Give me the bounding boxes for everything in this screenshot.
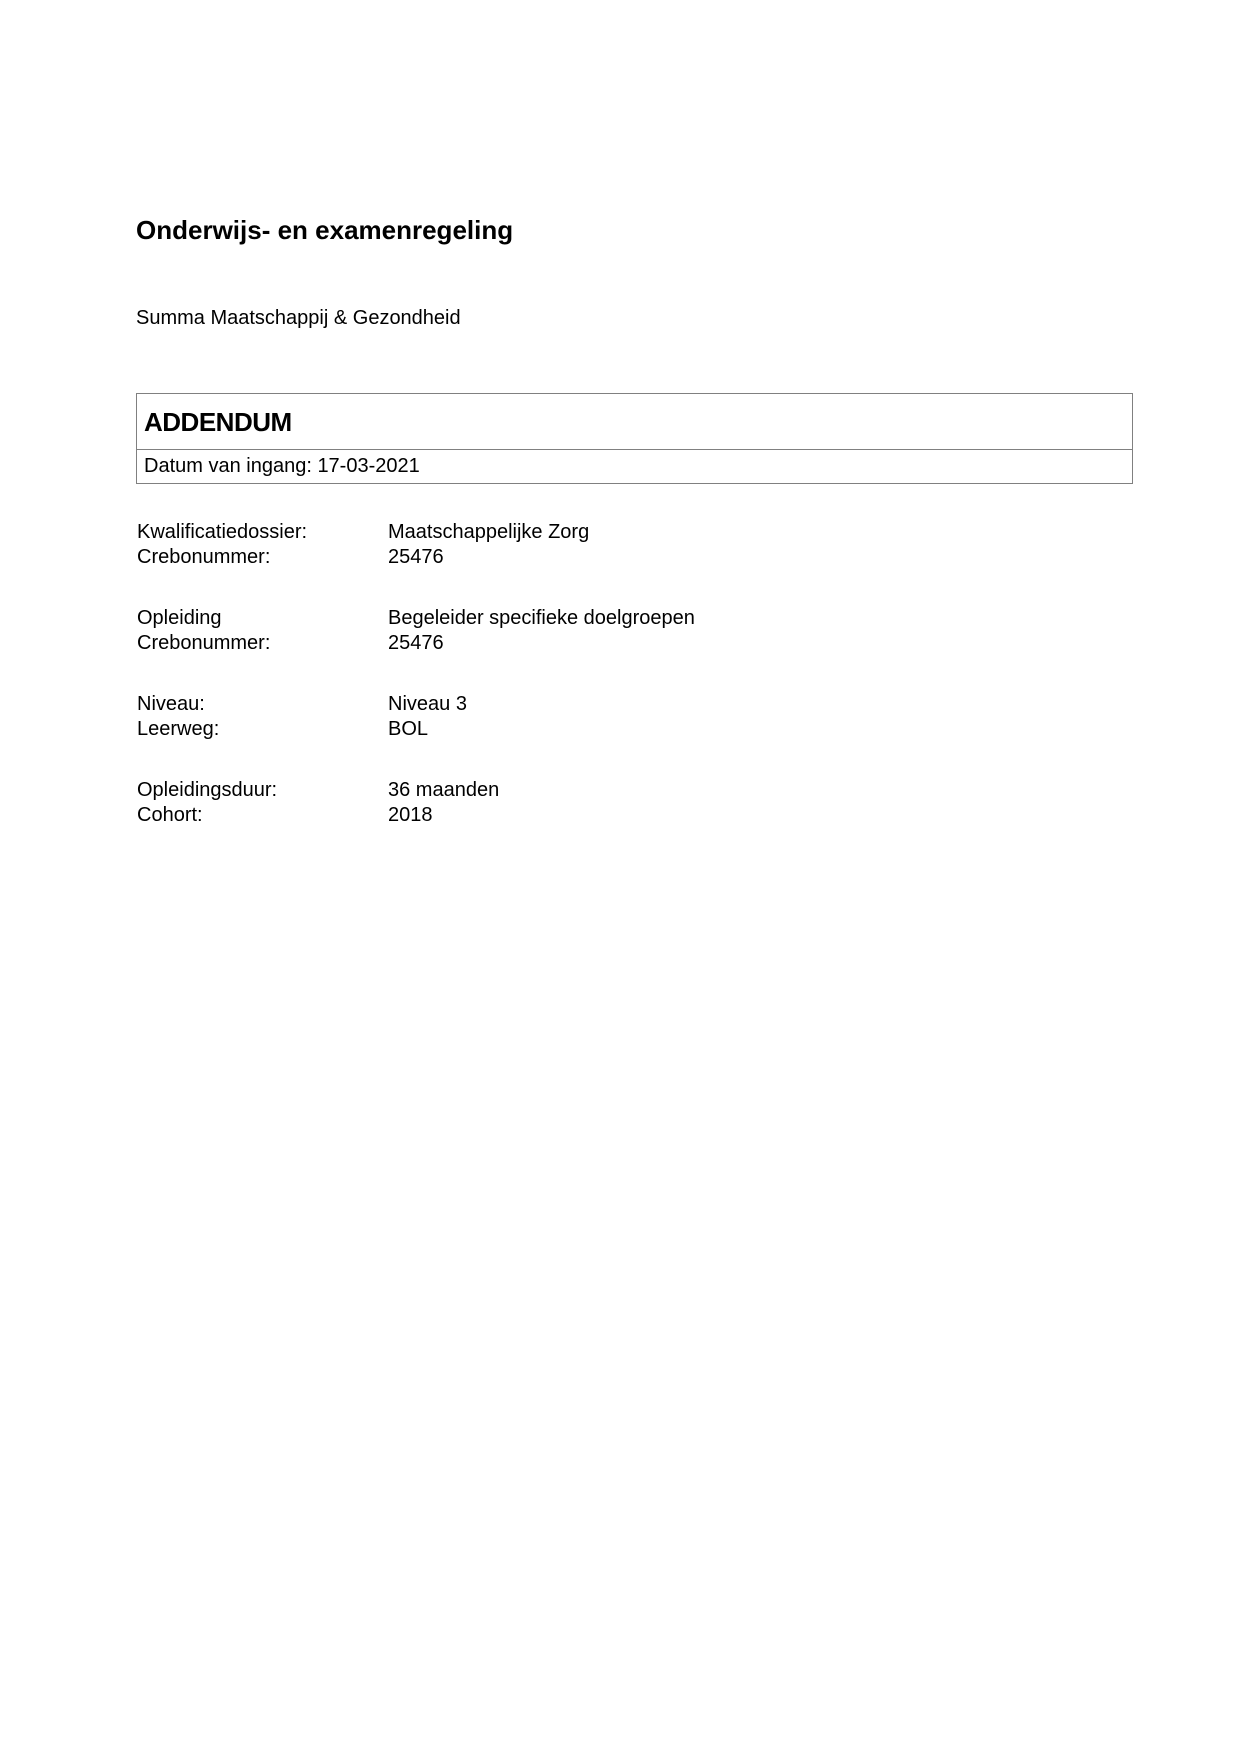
info-value: 25476: [388, 632, 444, 654]
info-group-qualification: [137, 520, 1037, 570]
info-label: Leerweg:: [137, 718, 220, 740]
info-group-duration: [137, 778, 1037, 828]
info-label: Niveau:: [137, 693, 205, 715]
info-row: [137, 631, 1037, 656]
info-value: Niveau 3: [388, 693, 467, 715]
info-value: 36 maanden: [388, 779, 500, 801]
info-row: [137, 520, 1037, 545]
info-row: [137, 778, 1037, 803]
info-row: [137, 545, 1037, 570]
info-value: Begeleider specifieke doelgroepen: [388, 607, 695, 629]
program-info: [137, 520, 1037, 864]
info-value: BOL: [388, 718, 429, 740]
info-label: Cohort:: [137, 804, 203, 826]
document-title: Onderwijs- en examenregeling: [136, 215, 514, 245]
info-group-level: [137, 692, 1037, 742]
info-value: 25476: [388, 546, 444, 568]
info-row: [137, 803, 1037, 828]
info-label: Opleidingsduur:: [137, 779, 278, 801]
addendum-box: [136, 393, 1133, 484]
info-label: Opleiding: [137, 607, 222, 629]
document-subtitle: Summa Maatschappij & Gezondheid: [136, 307, 461, 329]
info-row: [137, 717, 1037, 742]
info-row: [137, 606, 1037, 631]
info-group-program: [137, 606, 1037, 656]
info-row: [137, 692, 1037, 717]
info-label: Crebonummer:: [137, 546, 271, 568]
info-value: 2018: [388, 804, 433, 826]
addendum-heading: ADDENDUM: [137, 394, 1132, 450]
info-value: Maatschappelijke Zorg: [388, 521, 590, 543]
info-label: Kwalificatiedossier:: [137, 521, 308, 543]
addendum-effective-date: Datum van ingang: 17-03-2021: [144, 455, 420, 477]
info-label: Crebonummer:: [137, 632, 271, 654]
